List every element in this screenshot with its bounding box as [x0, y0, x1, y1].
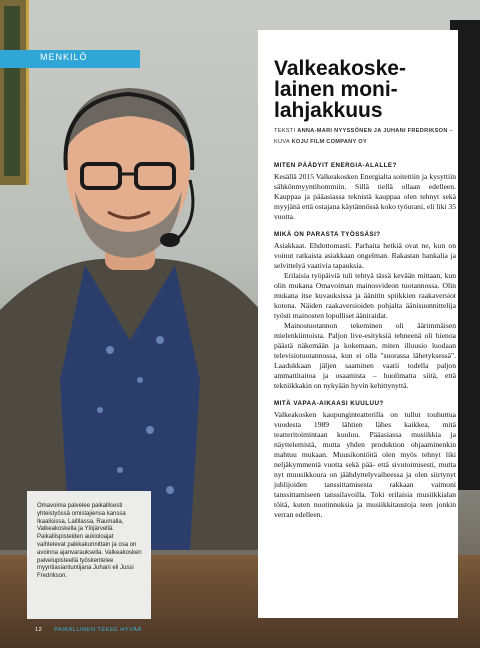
question-heading: MITÄ VAPAA-AIKAASI KUULUU? — [274, 400, 384, 407]
credits: TEKSTI ANNA-MARI NYYSSÖNEN JA JUHANI FREDRIKSON – KUVA KOJU FILM COMPANY OY — [274, 128, 453, 145]
text-credit-label: TEKSTI — [274, 128, 296, 134]
article-body — [274, 162, 456, 520]
answer-paragraph: Valkeakosken kaupunginteatterilla on tullut touhuttua vuodesta 1989 lähtien lähes kaikkea, mitä teatteritoimintaan kuuluu. Pääasiassa musiikkia ja näyttelemistä, mutta yhden produktion ohjaaminenkin mahtuu mukaan. Muusikontöitä olen myös tehnyt liki neljäkymmentä vuotta sekä pää- että sivutoimisesti, mutta nyt muusikkoura on jäähdyttelyvaiheessa ja olen siirtynyt juhlijoiden tanssittamisesta rakkaan vaimoni tanssittamiseen tanssilavoilla. Toki erilaisia musiikkialan töitä, kuten nuotinnuksia ja musiikkitaustoja teen jonkin verran edelleen. — [274, 410, 456, 519]
answer-paragraph: Mainostuotannon tekeminen oli äärimmäisen mielenkiintoista. Paljon live-esityksiä tehneenä oli hienoa päästä näkemään ja kokemaan, miten illuusio luodaan televisiotuotannossa, kun ei olla "suorassa lähetyksessä". Laadukkaan jäljen saaminen vaatii todella paljon ammattitaitoa ja osaamista – huolimatta siitä, että tekniikkakin on nykyään hyvin kehittynyttä. — [274, 321, 456, 390]
section-tag — [0, 50, 140, 68]
section-tag-label: MENKILÖ — [40, 52, 88, 62]
text-credit-authors: ANNA-MARI NYYSSÖNEN JA JUHANI FREDRIKSON — [297, 128, 448, 134]
question-heading: MITEN PÄÄDYIT ENERGIA-ALALLE? — [274, 162, 397, 169]
photo-credit-label: KUVA — [274, 139, 290, 145]
article-title: Valkeakoske-lainen moni-lahjakkuus — [274, 57, 406, 122]
magazine-name: PAIKALLINEN TEKEE HYVÄÄ — [54, 627, 142, 633]
photo-credit-authors: KOJU FILM COMPANY OY — [291, 139, 367, 145]
page-number: 12 — [35, 627, 43, 633]
photo-caption-text: Omavoima palvelee paikallisesti yhteistyössä omistajiensa kanssa Ikaalisissa, Laitilassa, Raumalla, Valkeakoskella ja Ylöjärvellä. Paikallispisteiden aukioloajat vaihtelevat paikkakunnittain ja osa on avoinna ajanvarauksella. Valkeakosken palvelupisteellä työskentelee myyntiasiantuntijana Juhani eli Jussi Fredrikson. — [37, 503, 142, 580]
photo-caption-box — [27, 491, 151, 619]
answer-paragraph: Erilaisia työpäiviä tuli tehtyä tässä kevään mittaan, kun olin mukana Omavoiman mainosvideon tuotannossa. Olin mukana itse kuvauksissa ja äänitin spiikkien raakaversiot kotona. Näiden raakaversioiden pohjalta äänisuunnittelija työsti mainosten lopulliset ääniraidat. — [274, 271, 456, 320]
man-with-headset-illustration — [0, 80, 260, 550]
question-heading: MIKÄ ON PARASTA TYÖSSÄSI? — [274, 231, 381, 238]
article-panel — [258, 30, 458, 618]
answer-paragraph: Asiakkaat. Ehdottomasti. Parhaita hetkiä ovat ne, kun on voinut ratkaista asiakkaan ongelman. Rakastan hankalia ja selvittelyä vaativia tapauksia. — [274, 241, 456, 270]
answer-paragraph: Kesällä 2015 Valkeakosken Energialta soitettiin ja kysyttiin sähkönmyyntihommiin. Sillä tiellä ollaan edelleen. Kauppaa ja pääasiassa teknistä kauppaa olen tehnyt sekä myyjänä että ostajana käytännössä koko työurani, eli liki 35 vuotta. — [274, 172, 456, 221]
page-footer — [35, 627, 142, 633]
